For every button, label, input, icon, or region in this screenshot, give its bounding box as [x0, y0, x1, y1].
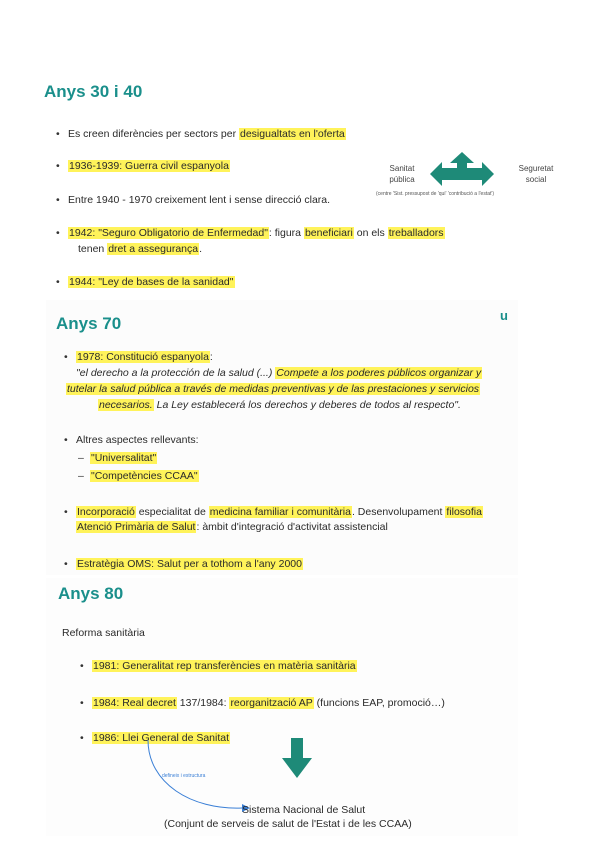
diagram-caption: (centre 'Sist. pressupost de 'qui' 'contribució a l'estat')	[376, 191, 495, 197]
sns-title: Sistema Nacional de Salut	[242, 804, 366, 816]
edge-mark: u	[500, 308, 508, 323]
dash-universalitat: – "Universalitat"	[90, 451, 157, 465]
slide-anys-80	[46, 578, 518, 836]
bullet-seguro-obligatorio: • 1942: "Seguro Obligatorio de Enfermedad": figura beneficiari on els treballadors	[68, 226, 445, 240]
down-arrow-icon	[282, 738, 312, 778]
bullet-incorporacio: • Incorporació especialitat de medicina familiar i comunitària. Desenvolupament filosofia	[76, 505, 483, 519]
bullet-ley-bases: • 1944: "Ley de bases de la sanidad"	[68, 275, 235, 289]
bullet-constitucio: • 1978: Constitució espanyola:	[76, 350, 213, 364]
bullet-1986: • 1986: Llei General de Sanitat	[92, 731, 230, 745]
quote-line-2: tutelar la salud pública a través de medidas preventivas y de las prestaciones y servicios	[67, 383, 480, 395]
bullet-seguro-obligatorio-line2: tenen dret a assegurança.	[78, 243, 203, 255]
bullet-1984: • 1984: Real decret 137/1984: reorganització AP (funcions EAP, promoció…)	[92, 696, 445, 710]
subtitle-reforma: Reforma sanitària	[62, 627, 145, 639]
bullet-estrategia-oms: • Estratègia OMS: Salut per a tothom a l'any 2000	[76, 557, 303, 571]
slide-title: Anys 70	[56, 314, 122, 333]
label-publica: pública	[389, 175, 415, 184]
slide-anys-70	[46, 300, 518, 575]
sns-description: (Conjunt de serveis de salut de l'Estat i de les CCAA)	[164, 818, 412, 830]
bullet-incorporacio-line2: Atenció Primària de Salut: àmbit d'integració d'activitat assistencial	[77, 521, 388, 533]
bullet-desigualtats: • Es creen diferències per sectors per desigualtats en l'oferta	[68, 127, 346, 141]
quote-line-1: "el derecho a la protección de la salud (...) Compete a los poderes públicos organizar y	[76, 367, 482, 379]
bullet-1981: • 1981: Generalitat rep transferències en matèria sanitària	[92, 659, 357, 673]
label-sanitat: Sanitat	[389, 164, 415, 173]
slide-anys-30-40	[36, 70, 554, 292]
slide-title: Anys 80	[58, 584, 124, 603]
bullet-guerra-civil: • 1936-1939: Guerra civil espanyola	[68, 159, 230, 173]
label-social: social	[525, 175, 547, 184]
three-way-arrow-icon	[430, 152, 494, 188]
quote-line-3: necesarios. La Ley establecerá los derechos y deberes de todos al respecto".	[99, 399, 461, 411]
arc-label: defineix i estructura	[162, 773, 206, 779]
label-seguretat: Seguretat	[518, 164, 554, 173]
bullet-creixement: • Entre 1940 - 1970 creixement lent i sense direcció clara.	[68, 193, 330, 207]
bullet-altres-aspectes: • Altres aspectes rellevants:	[76, 433, 199, 447]
dash-competencies: – "Competències CCAA"	[90, 469, 199, 483]
slide-title: Anys 30 i 40	[44, 82, 143, 101]
